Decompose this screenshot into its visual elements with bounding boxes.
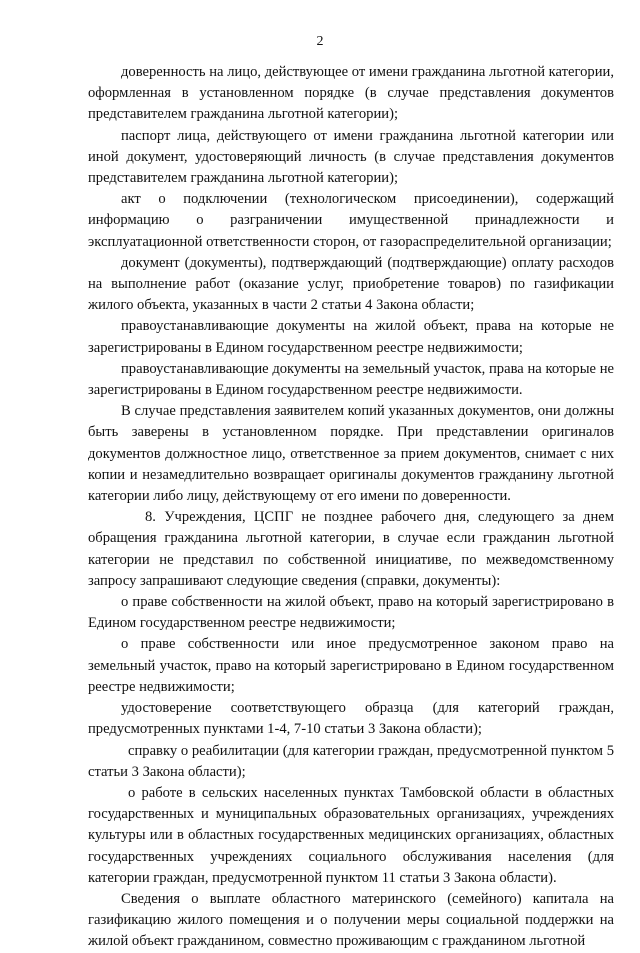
paragraph-rural-work: о работе в сельских населенных пунктах Тамбовской области в областных государственных и муниципальных образовательных организациях, учреждениях культуры или в областных государственных медицинских организациях, областных государственных учреждениях социального обслуживания населения (для категории граждан, предусмотренной пунктом 11 статьи 3 Закона области). <box>88 784 614 886</box>
paragraph-maternity-capital: Сведения о выплате областного материнского (семейного) капитала на газификацию жилого помещения и о получении меры социальной поддержки на жилой объект гражданином, совместно проживающим с гражданином льготной <box>88 890 614 950</box>
paragraph-land-ownership-right: о праве собственности или иное предусмотренное законом право на земельный участок, право на который зарегистрировано в Едином государственном реестре недвижимости; <box>88 636 614 695</box>
paragraph-power-of-attorney: доверенность на лицо, действующее от имени гражданина льготной категории, оформленная в установленном порядке (в случае представления документов представителем гражданина льготной категории); <box>88 64 614 123</box>
paragraph-housing-ownership-right: о праве собственности на жилой объект, право на который зарегистрировано в Едином государственном реестре недвижимости; <box>88 594 614 632</box>
paragraph-copies-certification: В случае представления заявителем копий указанных документов, они должны быть заверены в установленном порядке. При представлении оригиналов документов должностное лицо, ответственное за прием документов, снимает с них копии и незамедлительно возвращает оригиналы документов гражданину льготной категории либо лицу, действующему от его имени по доверенности. <box>88 403 614 505</box>
page-number: 2 <box>316 34 324 49</box>
paragraph-representative-passport: паспорт лица, действующего от имени гражданина льготной категории или иной документ, удостоверяющий личность (в случае представления документов представителем гражданина льготной категории); <box>88 127 614 187</box>
paragraph-land-title-documents: правоустанавливающие документы на земельный участок, права на которые не зарегистрированы в Едином государственном реестре недвижимости. <box>88 360 614 399</box>
paragraph-rehabilitation-certificate: справку о реабилитации (для категории граждан, предусмотренной пунктом 5 статьи 3 Закона области); <box>88 742 614 780</box>
paragraph-item-8-interagency-request: 8. Учреждения, ЦСПГ не позднее рабочего дня, следующего за днем обращения гражданина льготной категории, в случае если гражданин льготной категории не представил по собственной инициативе, по межведомственному запросу запрашивают следующие сведения (справки, документы): <box>88 509 614 589</box>
document-body <box>88 62 614 953</box>
paragraph-connection-act: акт о подключении (технологическом присоединении), содержащий информацию о разграничении имущественной принадлежности и эксплуатационной ответственности сторон, от газораспределительной организации; <box>88 191 614 250</box>
paragraph-payment-documents: документ (документы), подтверждающий (подтверждающие) оплату расходов на выполнение работ (оказание услуг, приобретение товаров) по газификации жилого объекта, указанных в части 2 статьи 4 Закона области; <box>88 254 614 314</box>
paragraph-certificate: удостоверение соответствующего образца (для категорий граждан, предусмотренных пунктами 1-4, 7-10 статьи 3 Закона области); <box>88 700 614 738</box>
paragraph-housing-title-documents: правоустанавливающие документы на жилой объект, права на которые не зарегистрированы в Едином государственном реестре недвижимости; <box>88 318 614 356</box>
